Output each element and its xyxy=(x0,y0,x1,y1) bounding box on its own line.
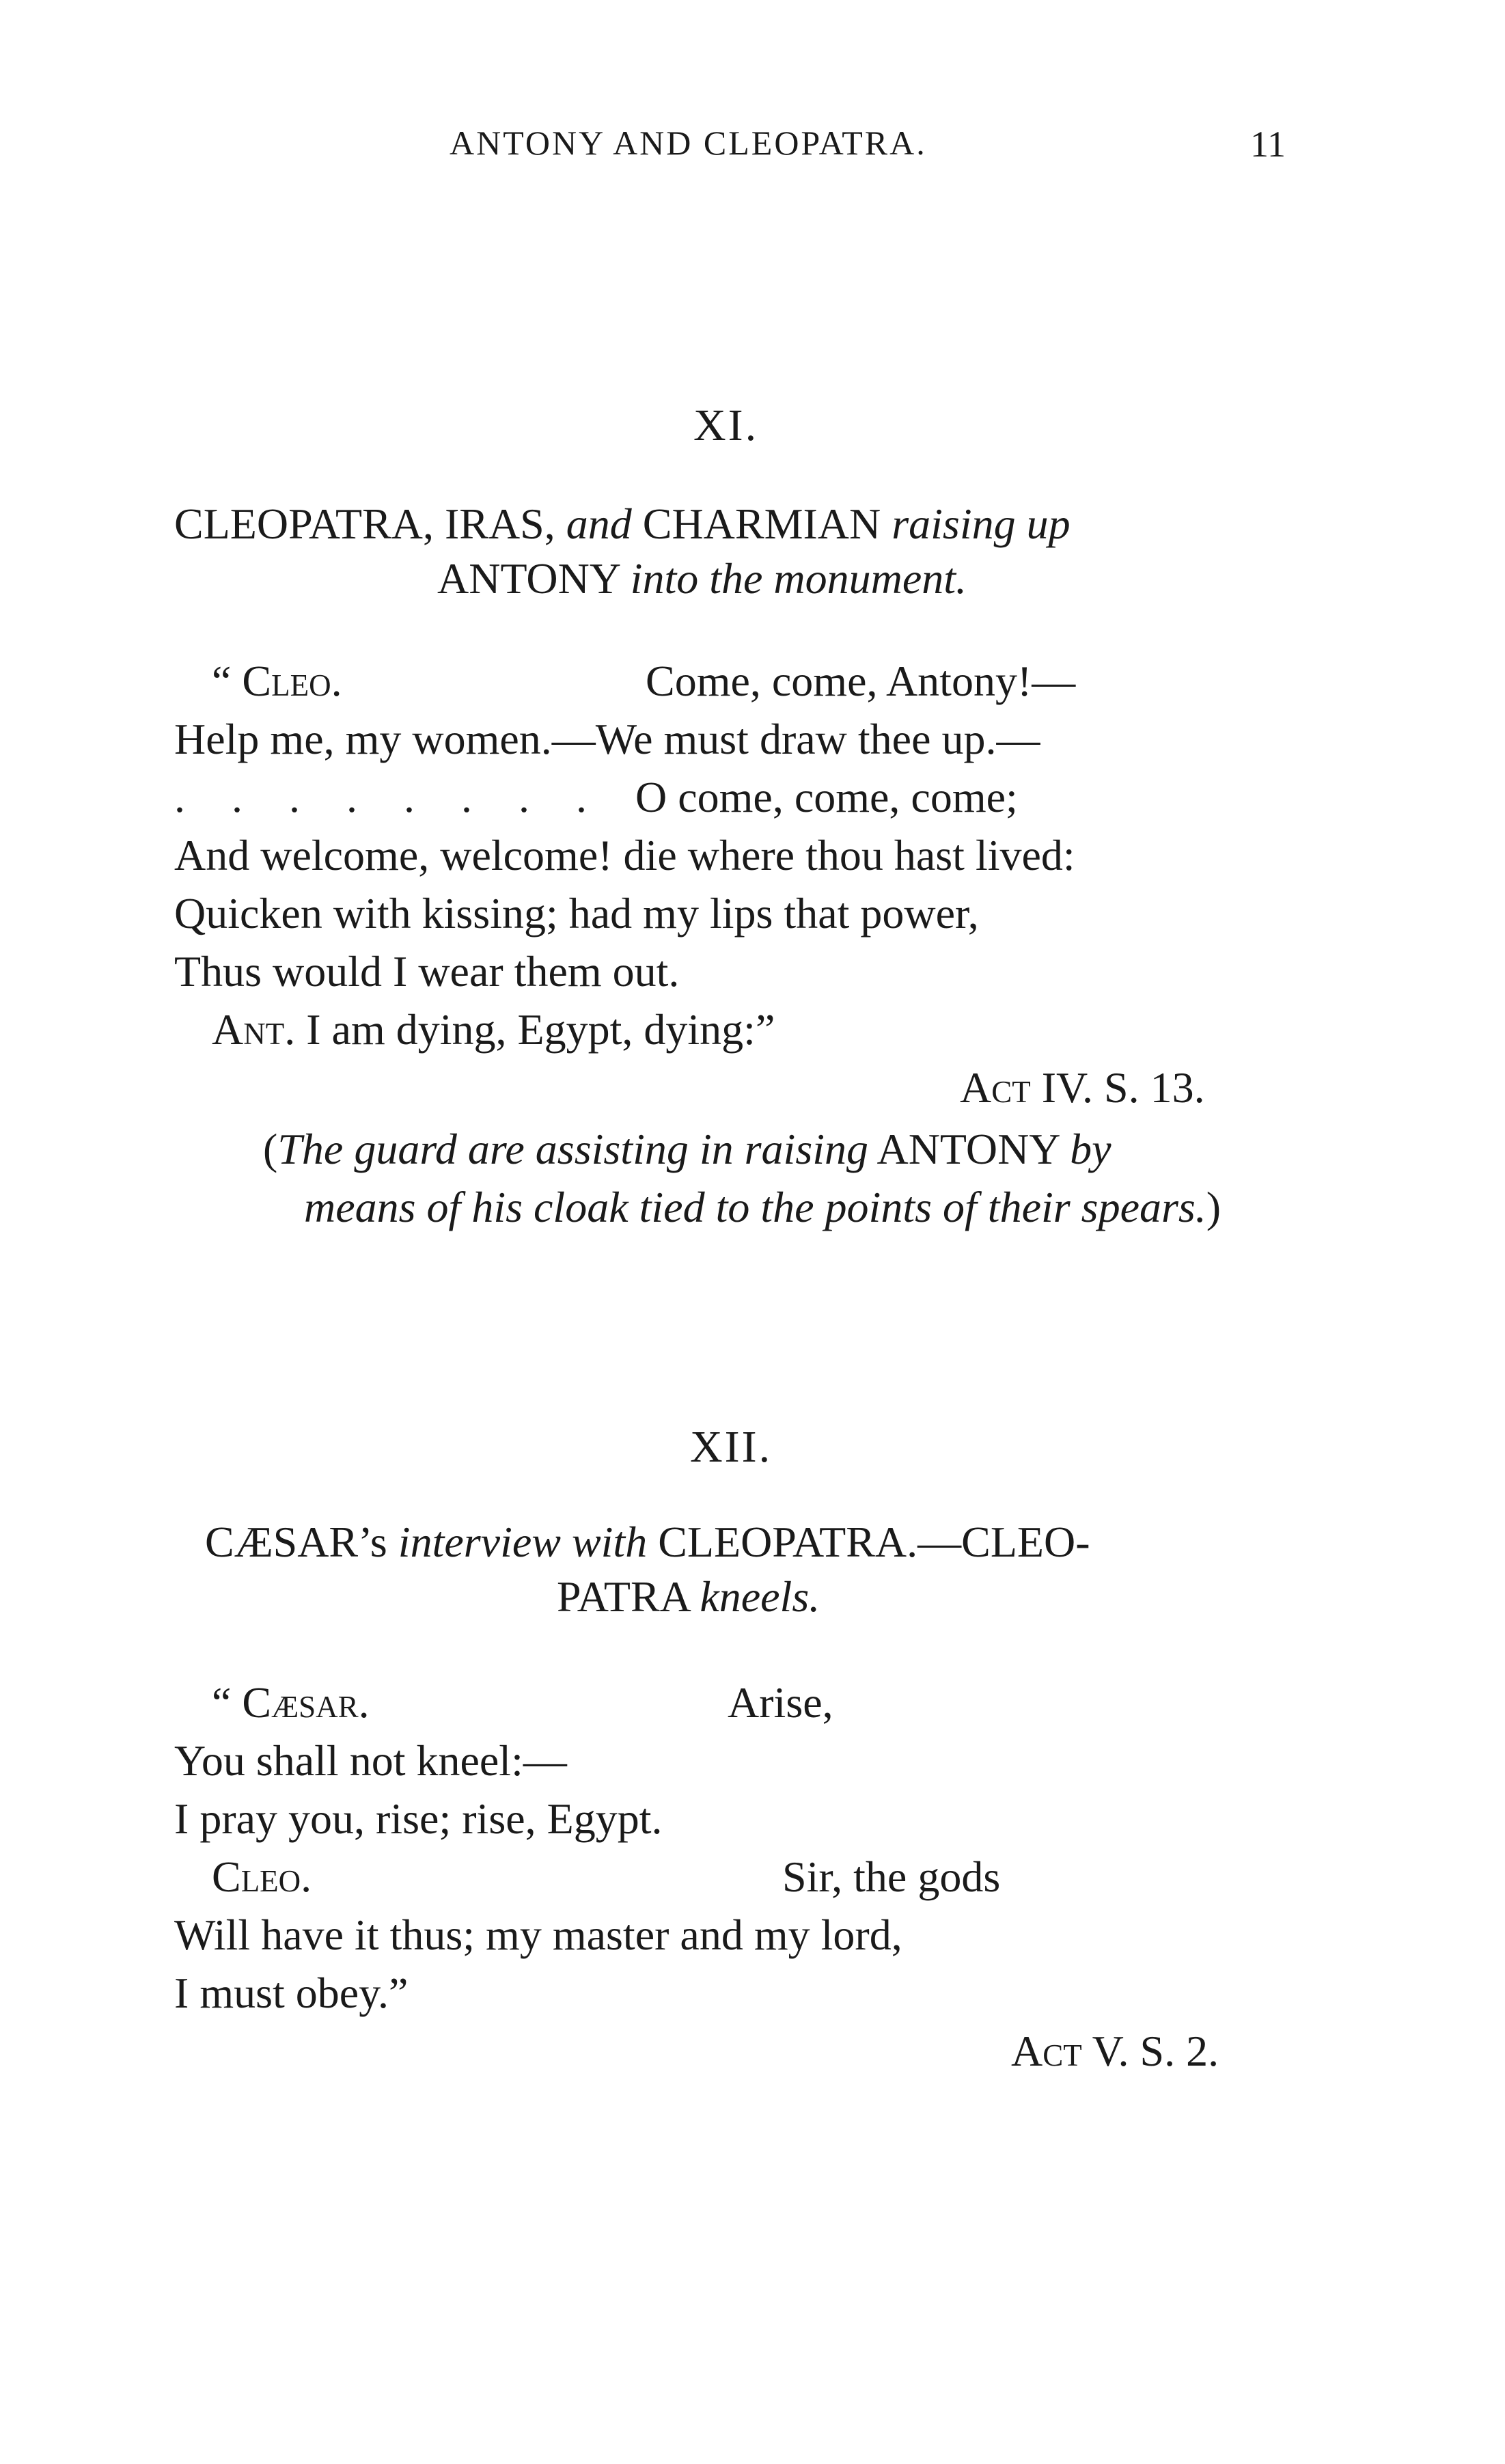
scene-xii-caption-line-2 xyxy=(557,1572,820,1621)
act-reference-xi xyxy=(960,1063,1205,1112)
verse-line-4: And welcome, welcome! die where thou hast lived: xyxy=(174,831,1075,879)
act-label: Act xyxy=(1011,2027,1082,2075)
caption-names: CLEOPATRA, IRAS, xyxy=(174,499,555,548)
verse-line-4: Sir, the gods xyxy=(782,1852,1001,1901)
open-quote: “ xyxy=(212,657,232,705)
verse-line-7 xyxy=(212,1005,775,1054)
caption-cleopatra: CLEOPATRA.—CLEO- xyxy=(658,1518,1090,1566)
speaker-ant: Ant. xyxy=(212,1005,296,1054)
scene-xi-caption-line-2 xyxy=(437,554,967,603)
speaker-cleo: Cleo. xyxy=(242,657,342,705)
section-numeral-xii: XII. xyxy=(690,1422,773,1472)
scene-xi-caption-line-1 xyxy=(174,499,1071,548)
stage-note-line-2 xyxy=(304,1183,1221,1231)
ant-speech: I am dying, Egypt, dying:” xyxy=(306,1005,775,1054)
verse-ellipsis: . . . . . . . . xyxy=(174,773,605,821)
running-title: ANTONY AND CLEOPATRA. xyxy=(450,124,927,162)
speaker-cleo-2 xyxy=(212,1852,312,1901)
caption-patra: PATRA xyxy=(557,1572,689,1621)
caption-caesar: CÆSAR’s xyxy=(205,1518,387,1566)
act-reference-xii xyxy=(1011,2029,1219,2073)
open-quote: “ xyxy=(212,1678,232,1727)
page-number: 11 xyxy=(1250,124,1286,165)
verse-line-6: I must obey.” xyxy=(174,1969,409,2017)
speaker-caesar: Cæsar. xyxy=(242,1678,370,1727)
verse-line-3: O come, come, come; xyxy=(635,773,1018,821)
verse-line-2: Help me, my women.—We must draw thee up.— xyxy=(174,715,1040,763)
caption-charmian: CHARMIAN xyxy=(642,499,881,548)
verse-line-2: You shall not kneel:— xyxy=(174,1736,567,1785)
verse-line-3: I pray you, rise; rise, Egypt. xyxy=(174,1794,663,1843)
note-antony: ANTONY xyxy=(876,1125,1060,1173)
speaker-cleo: Cleo. xyxy=(212,1852,312,1901)
caption-raising-up: raising up xyxy=(892,499,1071,548)
caption-interview: interview with xyxy=(398,1518,648,1566)
note-cloak: means of his cloak tied to the points of their spears. xyxy=(304,1183,1206,1231)
note-guard: The guard are assisting in raising xyxy=(277,1125,868,1173)
speech-opening xyxy=(212,659,342,703)
verse-line-6: Thus would I wear them out. xyxy=(174,947,680,996)
scene-xii-caption-line-1 xyxy=(205,1520,1090,1564)
verse-line-1: Arise, xyxy=(728,1678,833,1727)
paren-close: ) xyxy=(1206,1183,1221,1231)
act-label: Act xyxy=(960,1063,1031,1112)
caption-and: and xyxy=(566,499,632,548)
stage-note-line-1 xyxy=(263,1127,1112,1171)
act-scene: V. S. 2. xyxy=(1092,2027,1219,2075)
note-by: by xyxy=(1070,1125,1112,1173)
verse-line-5: Will have it thus; my master and my lord, xyxy=(174,1911,902,1959)
caption-kneels: kneels. xyxy=(700,1572,820,1621)
act-scene: IV. S. 13. xyxy=(1041,1063,1205,1112)
verse-line-1: Come, come, Antony!— xyxy=(646,657,1076,705)
paren-open: ( xyxy=(263,1125,278,1173)
section-numeral-xi: XI. xyxy=(693,400,759,450)
caption-into-monument: into the monument. xyxy=(630,554,967,603)
caption-antony: ANTONY xyxy=(437,554,620,603)
speech-opening-caesar xyxy=(212,1678,370,1727)
verse-line-5: Quicken with kissing; had my lips that power, xyxy=(174,889,979,937)
